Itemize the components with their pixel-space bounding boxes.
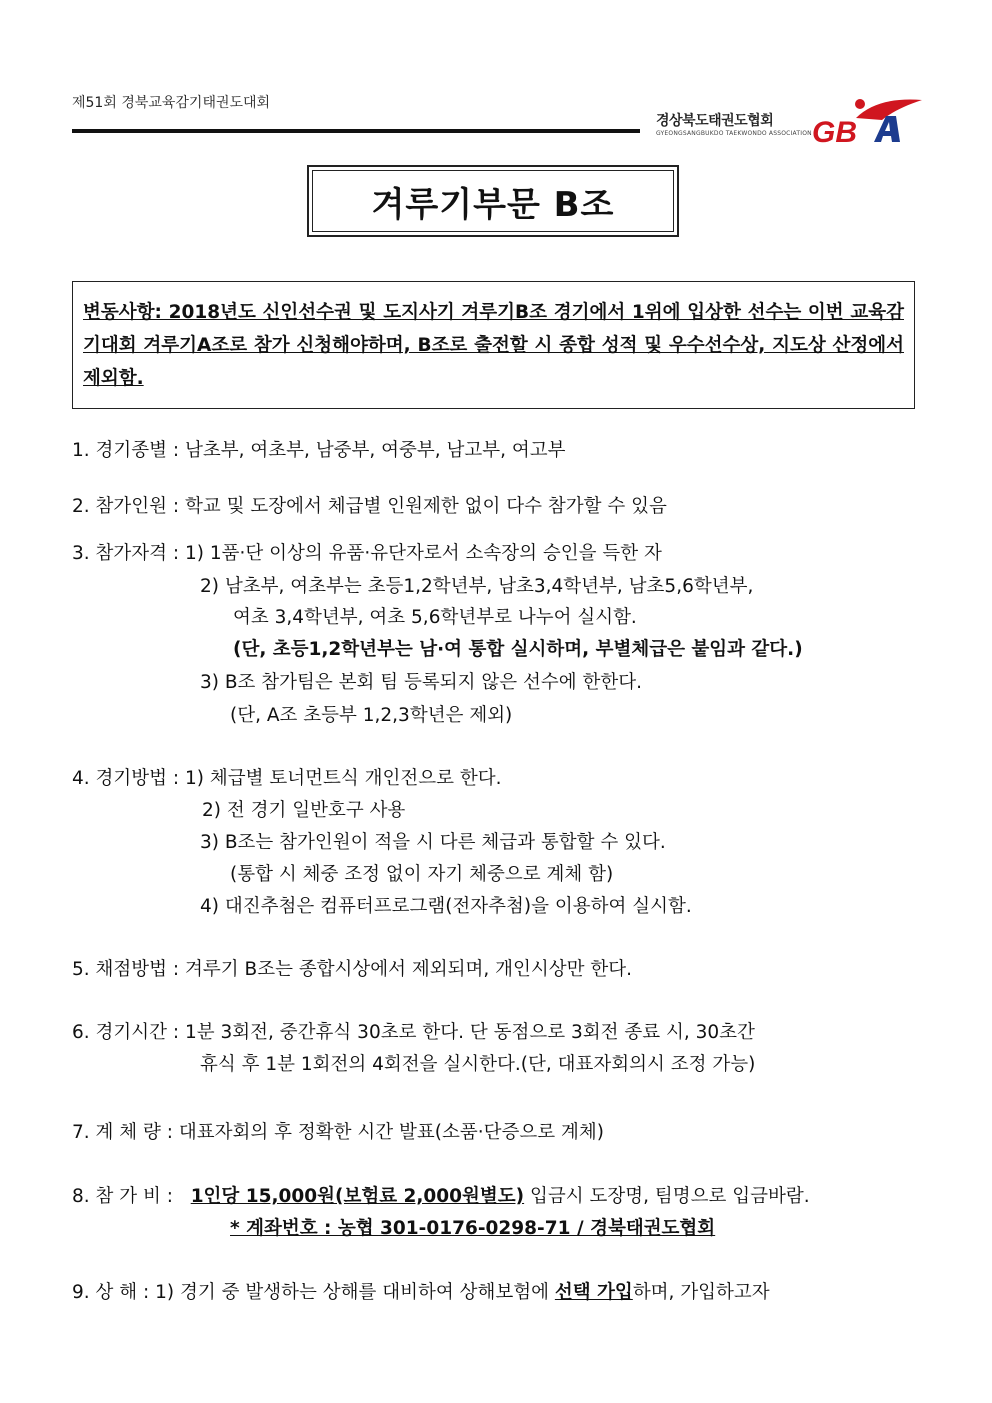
fee-amount: 1인당 15,000원(보험료 2,000원별도) bbox=[190, 1186, 525, 1207]
section-6-time-line: 휴식 후 1분 1회전의 4회전을 실시한다.(단, 대표자회의시 조정 가능) bbox=[200, 1054, 756, 1075]
injury-rest: 하며, 가입하고자 bbox=[632, 1282, 770, 1303]
event-title: 제51회 경북교육감기태권도대회 bbox=[72, 95, 271, 111]
injury-label: 9. 상 해 : 1) 경기 중 발생하는 상해를 대비하여 상해보험에 bbox=[72, 1282, 549, 1303]
page-title: 겨루기부문 B조 bbox=[312, 170, 674, 232]
fee-note: 입금시 도장명, 팀명으로 입금바람. bbox=[530, 1186, 810, 1207]
section-4-method-line: (통합 시 체중 조정 없이 자기 체중으로 계체 함) bbox=[230, 864, 614, 885]
section-9-injury bbox=[72, 1281, 770, 1305]
svg-text:GB: GB bbox=[812, 116, 857, 144]
section-6-time-line: 6. 경기시간 : 1분 3회전, 중간휴식 30초로 한다. 단 동점으로 3회전 종료 시, 30초간 bbox=[72, 1022, 755, 1043]
bank-account: * 계좌번호 : 농협 301-0176-0298-71 / 경북태권도협회 bbox=[230, 1218, 716, 1239]
section-7-weigh-in: 7. 계 체 량 : 대표자회의 후 정확한 시간 발표(소품·단증으로 계체) bbox=[72, 1122, 604, 1143]
fee-label: 8. 참 가 비 : bbox=[72, 1186, 174, 1207]
logo-name-korean: 경상북도태권도협회 bbox=[656, 113, 774, 129]
section-3-qualification-line: 3) B조 참가팀은 본회 팀 등록되지 않은 선수에 한한다. bbox=[200, 672, 643, 693]
section-8-fee bbox=[72, 1185, 810, 1209]
header-rule bbox=[72, 129, 640, 133]
section-3-qualification-note: (단, 초등1,2학년부는 남·여 통합 실시하며, 부별체급은 붙임과 같다.) bbox=[233, 639, 803, 660]
logo-name-english: GYEONGSANGBUKDO TAEKWONDO ASSOCIATION bbox=[656, 130, 812, 137]
section-3-qualification-line: 2) 남초부, 여초부는 초등1,2학년부, 남초3,4학년부, 남초5,6학년부, bbox=[200, 576, 754, 597]
association-logo bbox=[652, 98, 932, 146]
section-4-method-line: 3) B조는 참가인원이 적을 시 다른 체급과 통합할 수 있다. bbox=[200, 832, 666, 853]
section-4-method-line: 2) 전 경기 일반호구 사용 bbox=[202, 800, 406, 821]
section-5-scoring: 5. 채점방법 : 겨루기 B조는 종합시상에서 제외되며, 개인시상만 한다. bbox=[72, 959, 633, 980]
section-2-participants: 2. 참가인원 : 학교 및 도장에서 체급별 인원제한 없이 다수 참가할 수 있음 bbox=[72, 496, 667, 517]
section-3-qualification-line: 3. 참가자격 : 1) 1품·단 이상의 유품·유단자로서 소속장의 승인을 득한 자 bbox=[72, 543, 662, 564]
section-3-qualification-line: (단, A조 초등부 1,2,3학년은 제외) bbox=[230, 705, 513, 726]
injury-emphasis: 선택 가입 bbox=[554, 1282, 633, 1303]
title-box bbox=[307, 165, 679, 237]
section-1-category: 1. 경기종별 : 남초부, 여초부, 남중부, 여중부, 남고부, 여고부 bbox=[72, 440, 566, 461]
notice-box bbox=[72, 281, 915, 409]
notice-text: 변동사항: 2018년도 신인선수권 및 도지사기 겨루기B조 경기에서 1위에 입상한 선수는 이번 교육감기대회 겨루기A조로 참가 신청해야하며, B조로 출전할 시 종합 성적 및 우수선수상, 지도상 산정에서 제외함. bbox=[83, 302, 904, 389]
section-4-method-line: 4) 대진추첨은 컴퓨터프로그램(전자추첨)을 이용하여 실시함. bbox=[200, 896, 692, 917]
section-4-method-line: 4. 경기방법 : 1) 체급별 토너먼트식 개인전으로 한다. bbox=[72, 768, 502, 789]
gbta-logo-icon bbox=[812, 98, 924, 144]
section-3-qualification-line: 여초 3,4학년부, 여초 5,6학년부로 나누어 실시함. bbox=[233, 607, 637, 628]
